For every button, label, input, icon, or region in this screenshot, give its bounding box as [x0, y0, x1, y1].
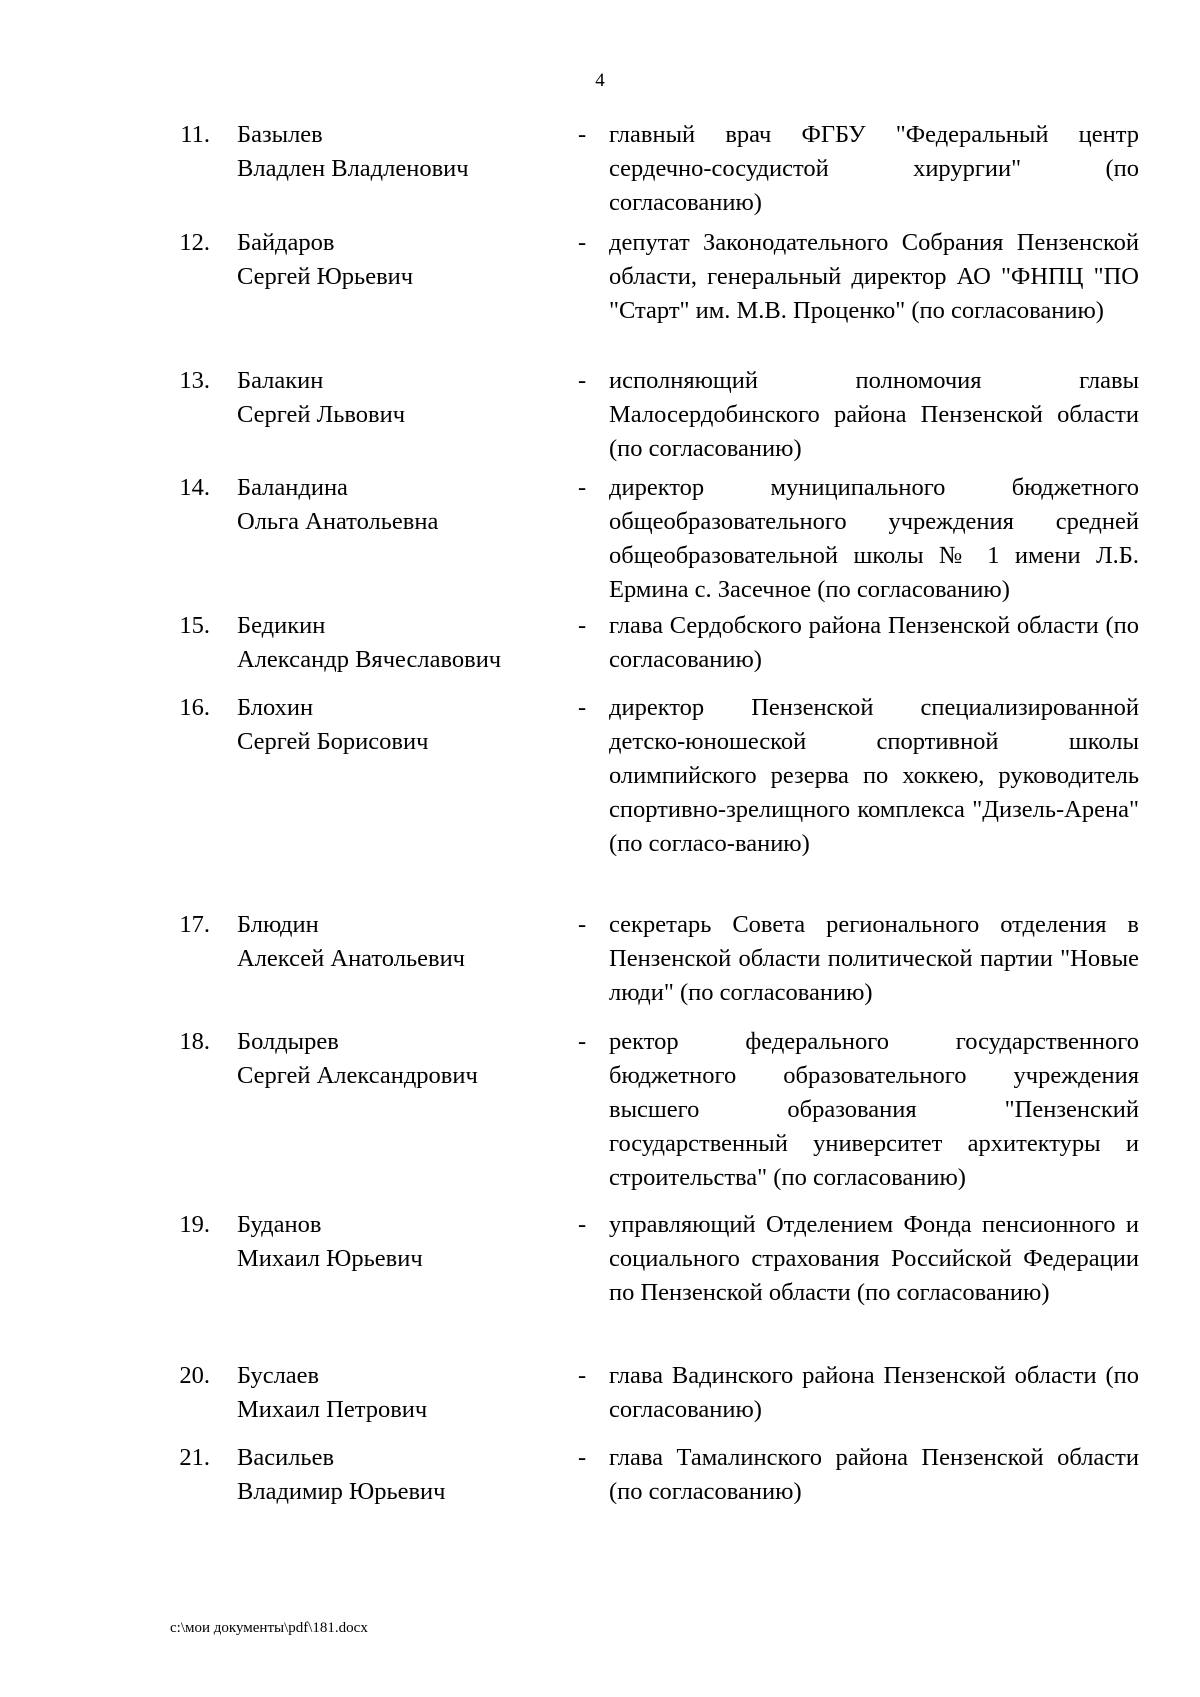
separator-dash: - — [578, 367, 587, 394]
list-item — [0, 226, 1200, 364]
entry-number: 18. — [179, 1028, 210, 1055]
separator-dash: - — [578, 911, 587, 938]
member-surname: Болдырев — [237, 1028, 339, 1055]
member-given-names: Владимир Юрьевич — [237, 1478, 446, 1505]
member-position: директор Пензенской специализированной детско-юношеской спортивной школы олимпийского резерва по хоккею, руководитель спортивно-зрелищного комплекса "Дизель-Арена" (по согласо-ванию) — [609, 694, 1139, 857]
member-position: главный врач ФГБУ "Федеральный центр сердечно-сосудистой хирургии" (по согласованию) — [609, 121, 1139, 216]
member-surname: Блюдин — [237, 911, 319, 938]
member-position: глава Вадинского района Пензенской области (по согласованию) — [609, 1362, 1139, 1423]
list-item — [0, 471, 1200, 609]
list-item — [0, 908, 1200, 1025]
member-name — [237, 226, 567, 294]
entry-number: 15. — [179, 612, 210, 639]
member-given-names: Михаил Юрьевич — [237, 1245, 423, 1272]
separator-dash: - — [578, 612, 587, 639]
member-surname: Васильев — [237, 1444, 335, 1471]
member-name — [237, 1025, 567, 1093]
member-position: директор муниципального бюджетного общеобразовательного учреждения средней общеобразовательной школы № 1 имени Л.Б. Ермина с. Засечное (по согласованию) — [609, 474, 1139, 603]
member-name — [237, 364, 567, 432]
member-position: ректор федерального государственного бюджетного образовательного учреждения высшего образования "Пензенский государственный университет архитектуры и строительства" (по согласованию) — [609, 1028, 1139, 1191]
separator-dash: - — [578, 694, 587, 721]
member-position: секретарь Совета регионального отделения в Пензенской области политической партии "Новые люди" (по согласованию) — [609, 911, 1139, 1006]
member-position: глава Тамалинского района Пензенской области (по согласованию) — [609, 1444, 1139, 1505]
member-surname: Балакин — [237, 367, 324, 394]
member-given-names: Ольга Анатольевна — [237, 508, 439, 535]
entry-number: 16. — [179, 694, 210, 721]
separator-dash: - — [578, 1211, 587, 1238]
member-position: глава Сердобского района Пензенской области (по согласованию) — [609, 612, 1139, 673]
member-name — [237, 609, 567, 677]
member-given-names: Михаил Петрович — [237, 1396, 428, 1423]
list-item — [0, 691, 1200, 908]
separator-dash: - — [578, 474, 587, 501]
list-item — [0, 1441, 1200, 1521]
separator-dash: - — [578, 121, 587, 148]
list-item — [0, 364, 1200, 471]
separator-dash: - — [578, 1362, 587, 1389]
list-item — [0, 609, 1200, 691]
entry-number: 19. — [179, 1211, 210, 1238]
member-name — [237, 691, 567, 759]
footer-file-path: c:\мои документы\pdf\181.docx — [170, 1620, 368, 1636]
member-given-names: Алексей Анатольевич — [237, 945, 466, 972]
list-item — [0, 1359, 1200, 1441]
member-list — [0, 118, 1200, 1521]
member-name — [237, 471, 567, 539]
entry-number: 13. — [179, 367, 210, 394]
member-name — [237, 1441, 567, 1509]
separator-dash: - — [578, 1028, 587, 1055]
member-surname: Буданов — [237, 1211, 322, 1238]
member-surname: Базылев — [237, 121, 323, 148]
member-given-names: Сергей Львович — [237, 401, 406, 428]
list-item — [0, 1208, 1200, 1359]
member-given-names: Владлен Владленович — [237, 155, 469, 182]
entry-number: 11. — [180, 121, 210, 148]
member-name — [237, 1359, 567, 1427]
entry-number: 12. — [179, 229, 210, 256]
member-position: депутат Законодательного Собрания Пензенской области, генеральный директор АО "ФНПЦ "ПО "Старт" им. М.В. Проценко" (по согласованию) — [609, 229, 1139, 324]
member-name — [237, 1208, 567, 1276]
separator-dash: - — [578, 1444, 587, 1471]
member-position: управляющий Отделением Фонда пенсионного и социального страхования Российской Федерации по Пензенской области (по согласованию) — [609, 1211, 1139, 1306]
entry-number: 20. — [179, 1362, 210, 1389]
member-surname: Баландина — [237, 474, 348, 501]
list-item — [0, 118, 1200, 226]
member-given-names: Сергей Юрьевич — [237, 263, 414, 290]
member-surname: Блохин — [237, 694, 314, 721]
member-given-names: Сергей Борисович — [237, 728, 429, 755]
member-name — [237, 118, 567, 186]
member-surname: Буслаев — [237, 1362, 320, 1389]
member-surname: Байдаров — [237, 229, 335, 256]
page-number: 4 — [595, 70, 605, 91]
entry-number: 14. — [179, 474, 210, 501]
separator-dash: - — [578, 229, 587, 256]
member-surname: Бедикин — [237, 612, 326, 639]
list-item — [0, 1025, 1200, 1208]
entry-number: 21. — [179, 1444, 210, 1471]
member-given-names: Александр Вячеславович — [237, 646, 502, 673]
member-name — [237, 908, 567, 976]
entry-number: 17. — [179, 911, 210, 938]
member-given-names: Сергей Александрович — [237, 1062, 478, 1089]
member-position: исполняющий полномочия главы Малосердобинского района Пензенской области (по согласованию) — [609, 367, 1139, 462]
